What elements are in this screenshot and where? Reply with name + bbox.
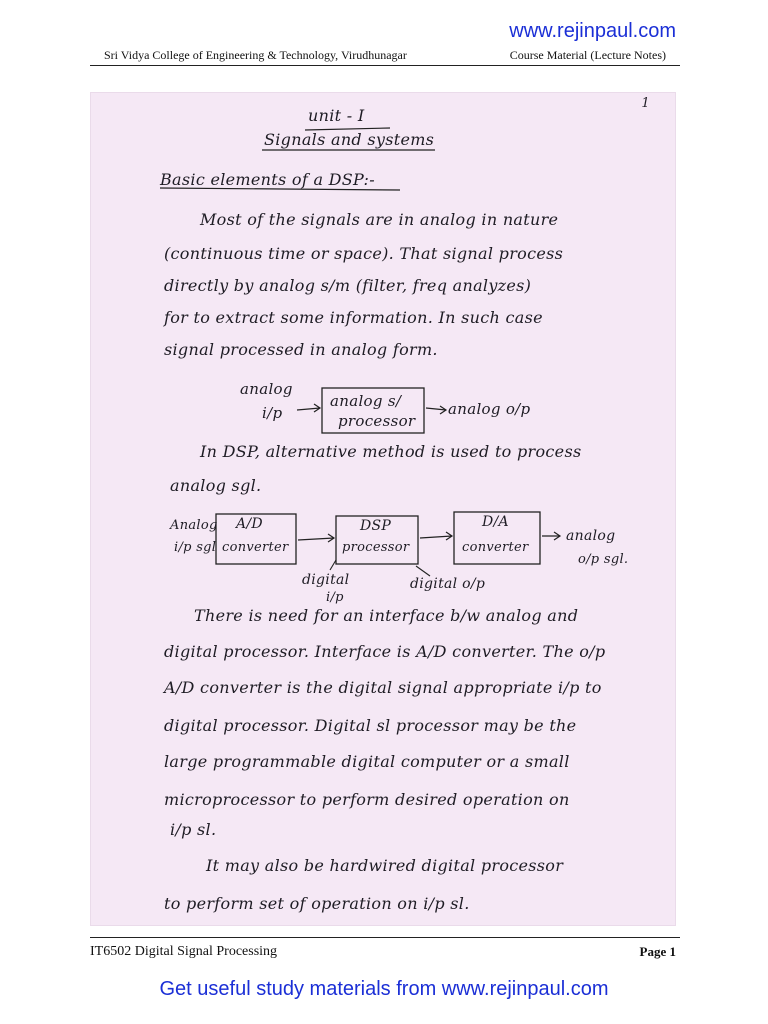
site-link[interactable]: www.rejinpaul.com xyxy=(509,20,676,42)
text-line: Most of the signals are in analog in nature xyxy=(200,210,559,229)
dsp-box-label: DSP xyxy=(360,518,392,534)
adc-box-label: A/D xyxy=(236,516,263,532)
digital-output-label: digital o/p xyxy=(410,576,486,592)
promo-link[interactable]: Get useful study materials from www.rejinpaul.com xyxy=(159,978,609,1000)
diagram2-output-label: analog xyxy=(566,528,616,544)
text-line: directly by analog s/m (filter, freq analyzes) xyxy=(164,276,532,295)
course-title: IT6502 Digital Signal Processing xyxy=(90,944,278,959)
text-line: digital processor. Interface is A/D converter. The o/p xyxy=(164,642,606,661)
diagram1-output-label: analog o/p xyxy=(448,400,531,418)
diagram1-box-label: analog s/ xyxy=(330,392,402,410)
text-line: large programmable digital computer or a small xyxy=(164,752,570,771)
text-line: There is need for an interface b/w analog and xyxy=(194,606,579,625)
dac-box-label: converter xyxy=(462,540,529,555)
handwritten-notes-page xyxy=(90,92,676,926)
unit-heading: unit - I xyxy=(308,106,365,125)
text-line: It may also be hardwired digital processor xyxy=(206,856,564,875)
dsp-box-label: processor xyxy=(342,540,410,555)
text-line: i/p sl. xyxy=(170,820,217,839)
text-line: A/D converter is the digital signal appropriate i/p to xyxy=(164,678,602,697)
diagram1-input-label: i/p xyxy=(262,404,283,422)
diagram2-input-label: i/p sgl xyxy=(174,540,217,555)
text-line: (continuous time or space). That signal process xyxy=(164,244,564,263)
section-heading: Basic elements of a DSP:- xyxy=(160,170,375,189)
adc-box-label: converter xyxy=(222,540,289,555)
header-divider xyxy=(90,65,680,66)
text-line: analog sgl. xyxy=(170,476,262,495)
diagram2-output-label: o/p sgl. xyxy=(578,552,629,567)
dac-box-label: D/A xyxy=(482,514,509,530)
digital-input-label: digital xyxy=(302,572,350,588)
text-line: digital processor. Digital sl processor may be the xyxy=(164,716,577,735)
topic-heading: Signals and systems xyxy=(264,130,435,149)
text-line: microprocessor to perform desired operation on xyxy=(164,790,570,809)
digital-input-label: i/p xyxy=(326,590,344,605)
page-number: Page 1 xyxy=(639,944,676,959)
diagram2-input-label: Analog xyxy=(170,518,218,533)
diagram1-input-label: analog xyxy=(240,380,293,398)
text-line: for to extract some information. In such case xyxy=(164,308,543,327)
material-type: Course Material (Lecture Notes) xyxy=(509,48,666,62)
college-name: Sri Vidya College of Engineering & Technology, Virudhunagar xyxy=(104,48,407,62)
text-line: to perform set of operation on i/p sl. xyxy=(164,894,470,913)
text-line: In DSP, alternative method is used to process xyxy=(200,442,582,461)
diagram1-box-label: processor xyxy=(338,412,416,430)
page-mark: 1 xyxy=(641,96,650,111)
footer-divider xyxy=(90,937,680,938)
text-line: signal processed in analog form. xyxy=(164,340,438,359)
